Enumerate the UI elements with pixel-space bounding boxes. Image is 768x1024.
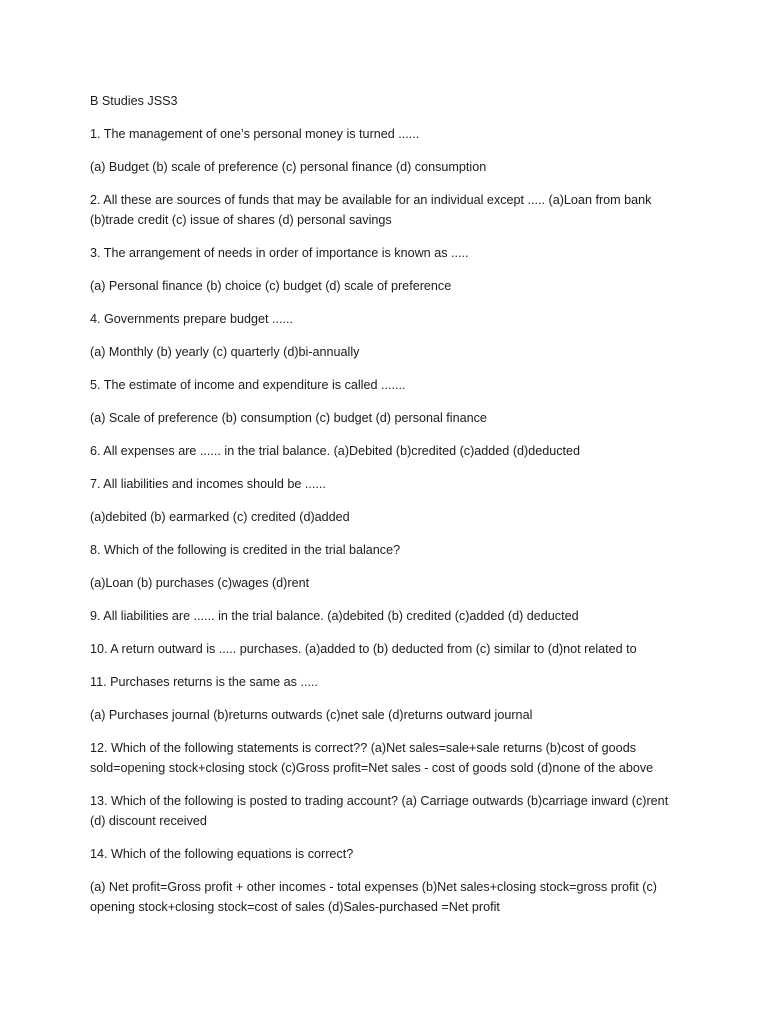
question-12: 12. Which of the following statements is correct?? (a)Net sales=sale+sale returns (b)cost of goods sold=opening stock+closing stock (c)Gross profit=Net sales - cost of goods sold (d)none of the above [90,741,654,775]
question-1: 1. The management of one’s personal money is turned ...... [90,127,420,141]
question-5: 5. The estimate of income and expenditure is called ....... [90,378,406,392]
question-1-options: (a) Budget (b) scale of preference (c) personal finance (d) consumption [90,160,487,174]
question-14-options: (a) Net profit=Gross profit + other incomes - total expenses (b)Net sales+closing stock=gross profit (c) opening stock+closing stock=cost of sales (d)Sales-purchased =Net profit [90,880,657,914]
question-10: 10. A return outward is ..... purchases. (a)added to (b) deducted from (c) similar to (d)not related to [90,642,637,656]
question-8-options: (a)Loan (b) purchases (c)wages (d)rent [90,576,310,590]
question-8: 8. Which of the following is credited in the trial balance? [90,543,401,557]
question-9: 9. All liabilities are ...... in the trial balance. (a)debited (b) credited (c)added (d) deducted [90,609,579,623]
question-3-options: (a) Personal finance (b) choice (c) budget (d) scale of preference [90,279,452,293]
question-5-options: (a) Scale of preference (b) consumption (c) budget (d) personal finance [90,411,487,425]
question-14: 14. Which of the following equations is correct? [90,847,354,861]
question-2: 2. All these are sources of funds that may be available for an individual except ..... (a)Loan from bank (b)trade credit (c) issue of shares (d) personal savings [90,193,652,227]
document-title: B Studies JSS3 [90,94,178,108]
question-11-options: (a) Purchases journal (b)returns outwards (c)net sale (d)returns outward journal [90,708,533,722]
question-3: 3. The arrangement of needs in order of importance is known as ..... [90,246,469,260]
question-11: 11. Purchases returns is the same as ..... [90,675,318,689]
question-4-options: (a) Monthly (b) yearly (c) quarterly (d)bi-annually [90,345,360,359]
question-4: 4. Governments prepare budget ...... [90,312,294,326]
question-7-options: (a)debited (b) earmarked (c) credited (d)added [90,510,350,524]
question-13: 13. Which of the following is posted to trading account? (a) Carriage outwards (b)carriage inward (c)rent (d) discount received [90,794,669,828]
question-7: 7. All liabilities and incomes should be ...... [90,477,326,491]
question-6: 6. All expenses are ...... in the trial balance. (a)Debited (b)credited (c)added (d)deducted [90,444,581,458]
